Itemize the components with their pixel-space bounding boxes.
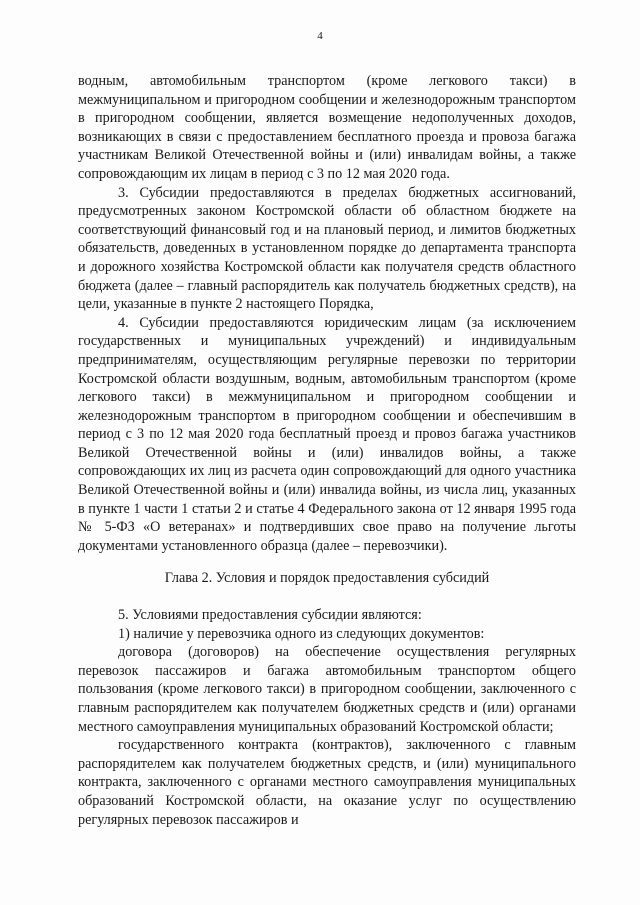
paragraph-5: 5. Условиями предоставления субсидии являются: (118, 607, 422, 624)
paragraph-4: 4. Субсидии предоставляются юридическим лицам (за исключением государственных и муниципальных учреждений) и индивидуальным предпринимателям, осуществляющим регулярные перевозки по территории Костромской области воздушным, водным, автомобильным транспортом (кроме легкового такси) в межмуниципальном и пригородном сообщении и железнодорожным транспортом в пригородном сообщении и обеспечившим в период с 3 по 12 мая 2020 года бесплатный проезд и провоз багажа участников Великой Отечественной войны и (или) инвалидов войны, а также сопровождающих их лиц из расчета один сопровождающий для одного участника Великой Отечественной войны и (или) инвалида войны, из числа лиц, указанных в пункте 1 части 1 статьи 2 и статье 4 Федерального закона от 12 января 1995 года № 5-ФЗ «О ветеранах» и подтвердивших свое право на получение льготы документами установленного образца (далее – перевозчики). (78, 314, 576, 554)
paragraph-state-contract: государственного контракта (контрактов), заключенного с главным распорядителем как получателем бюджетных средств, и (или) муниципального контракта, заключенного с органами местного самоуправления муниципальных образований Костромской области, на оказание услуг по осуществлению регулярных перевозок пассажиров и (78, 737, 576, 828)
paragraph-continuation: водным, автомобильным транспортом (кроме легкового такси) в межмуниципальном и пригородном сообщении и железнодорожным транспортом в пригородном сообщении, является возмещение недополученных доходов, возникающих в связи с предоставлением бесплатного проезда и провоза багажа участникам Великой Отечественной войны и (или) инвалидам войны, а также сопровождающим их лицам в период с 3 по 12 мая 2020 года. (78, 73, 576, 182)
chapter-heading: Глава 2. Условия и порядок предоставления субсидий (164, 570, 490, 587)
paragraph-contract-agreement: договора (договоров) на обеспечение осуществления регулярных перевозок пассажиров и багажа автомобильным транспортом общего пользования (кроме легкового такси) в пригородном сообщении, заключенного с главным распорядителем как получателем бюджетных средств и (или) органами местного самоуправления муниципальных образований Костромской области; (78, 644, 576, 735)
paragraph-3: 3. Субсидии предоставляются в пределах бюджетных ассигнований, предусмотренных законом Костромской области об областном бюджете на соответствующий финансовый год и на плановый период, и лимитов бюджетных обязательств, доведенных в установленном порядке до департамента транспорта и дорожного хозяйства Костромской области как получателя средств областного бюджета (далее – главный распорядитель как получатель бюджетных средств), на цели, указанные в пункте 2 настоящего Порядка, (78, 184, 576, 313)
page-number: 4 (317, 30, 323, 42)
document-body (78, 72, 576, 829)
paragraph-5-item-1: 1) наличие у перевозчика одного из следующих документов: (118, 625, 485, 642)
